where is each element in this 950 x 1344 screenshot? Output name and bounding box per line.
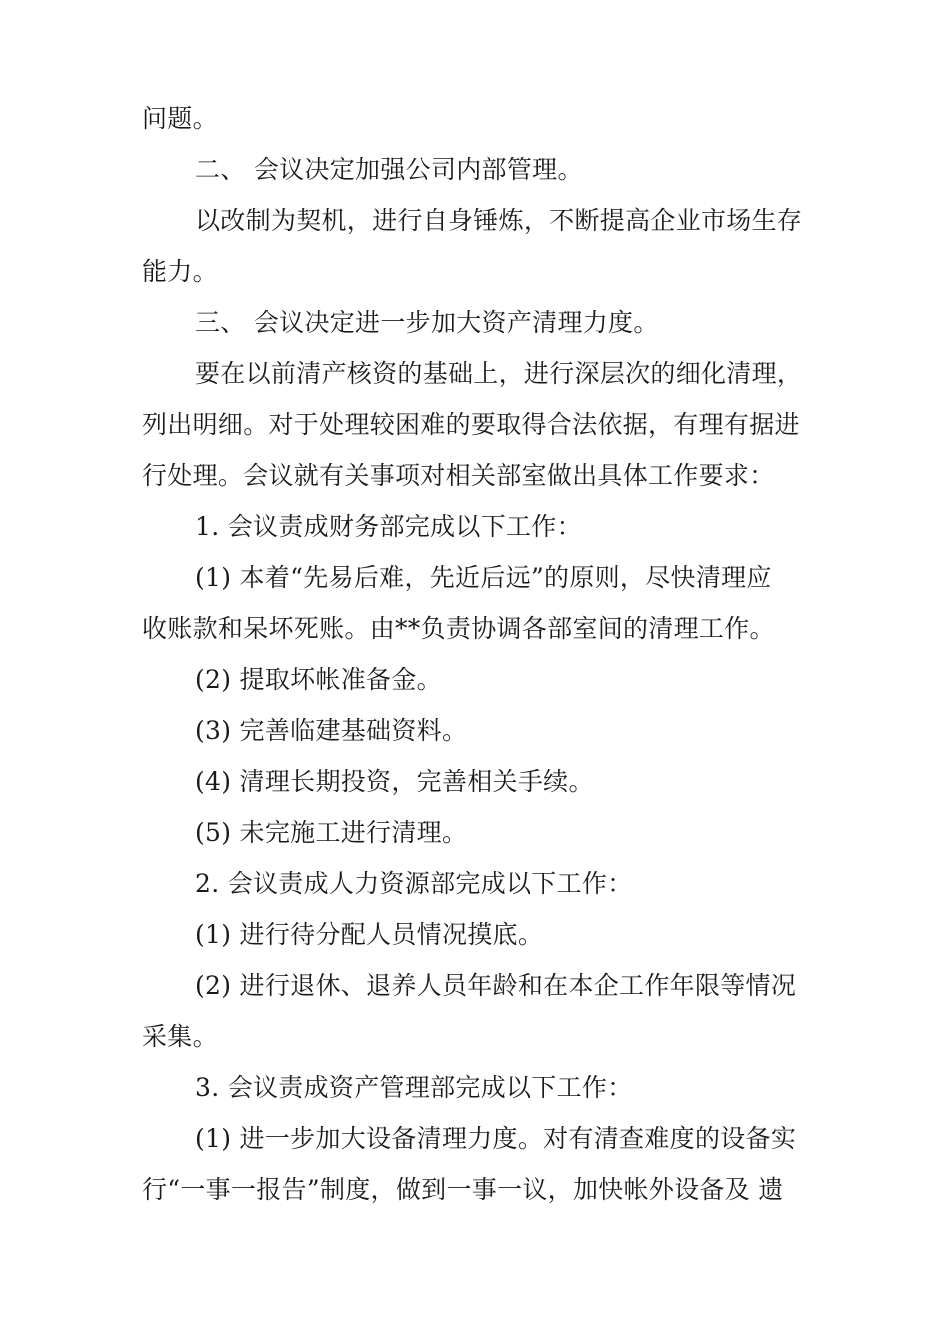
text-line: 收账款和呆坏死账。由**负责协调各部室间的清理工作。 — [142, 614, 775, 643]
text-line: 行处理。会议就有关事项对相关部室做出具体工作要求： — [142, 461, 775, 490]
list-heading: 1. 会议责成财务部完成以下工作： — [195, 512, 582, 541]
list-item: (3) 完善临建基础资料。 — [195, 716, 468, 745]
text-line: 行“一事一报告”制度，做到一事一议，加快帐外设备及 遗 — [142, 1175, 784, 1204]
list-heading: 3. 会议责成资产管理部完成以下工作： — [195, 1073, 633, 1102]
text-line: 列出明细。对于处理较困难的要取得合法依据，有理有据进 — [142, 410, 800, 439]
section-heading: 三、 会议决定进一步加大资产清理力度。 — [195, 308, 659, 337]
list-item: (2) 进行退休、退养人员年龄和在本企工作年限等情况 — [195, 971, 797, 1000]
list-heading: 2. 会议责成人力资源部完成以下工作： — [195, 869, 633, 898]
list-item: (1) 本着“先易后难，先近后远”的原则，尽快清理应 — [195, 563, 772, 592]
list-item: (1) 进一步加大设备清理力度。对有清查难度的设备实 — [195, 1124, 797, 1153]
text-line: 要在以前清产核资的基础上，进行深层次的细化清理， — [195, 359, 803, 388]
section-heading: 二、 会议决定加强公司内部管理。 — [195, 155, 583, 184]
text-line: 能力。 — [142, 257, 218, 286]
text-line: 以改制为契机，进行自身锤炼，不断提高企业市场生存 — [195, 206, 803, 235]
list-item: (1) 进行待分配人员情况摸底。 — [195, 920, 544, 949]
list-item: (5) 未完施工进行清理。 — [195, 818, 468, 847]
text-line: 采集。 — [142, 1022, 218, 1051]
text-line: 问题。 — [142, 104, 218, 133]
list-item: (2) 提取坏帐准备金。 — [195, 665, 442, 694]
list-item: (4) 清理长期投资，完善相关手续。 — [195, 767, 594, 796]
